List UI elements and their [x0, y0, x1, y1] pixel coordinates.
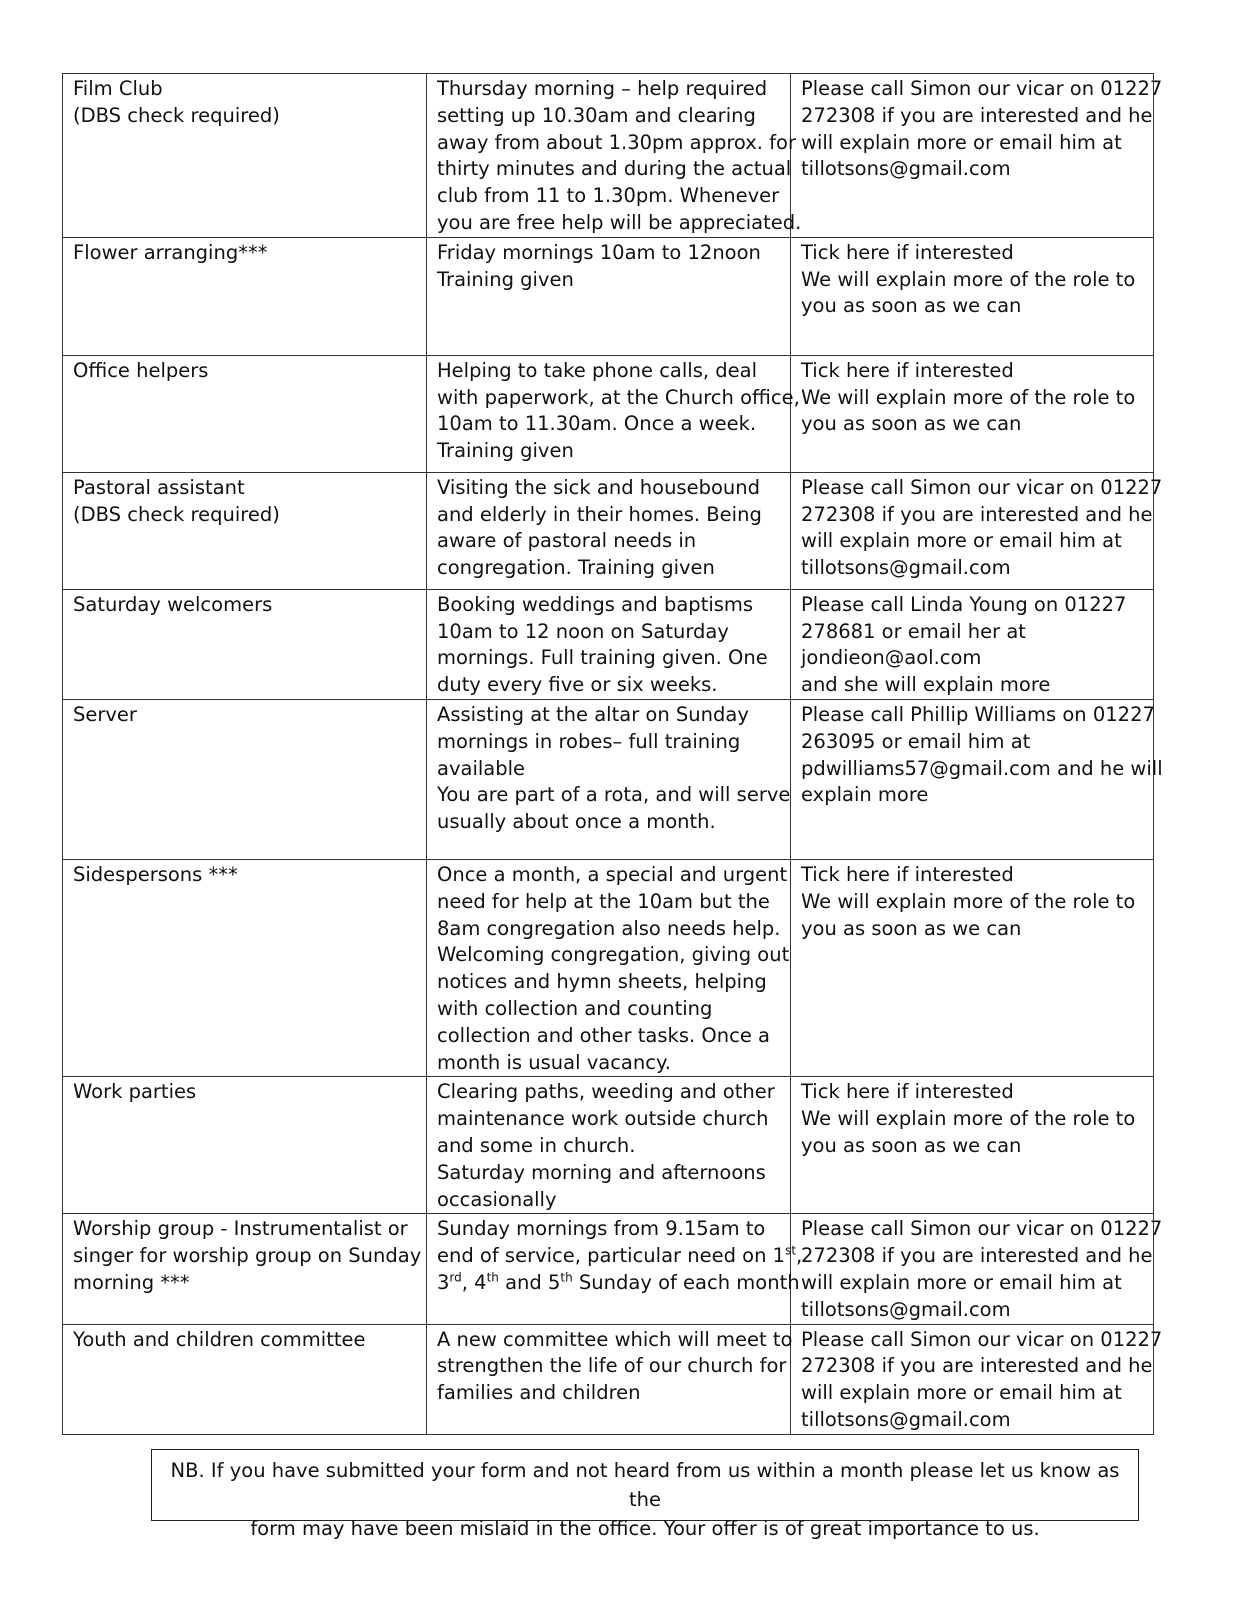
- table-row: [63, 472, 1154, 589]
- schedule-cell: Helping to take phone calls, deal with paperwork, at the Church office, 10am to 11.30am. Once a week. Training given: [427, 355, 791, 472]
- schedule-cell: A new committee which will meet to strengthen the life of our church for families and children: [427, 1324, 791, 1434]
- tick-if-interested[interactable]: Tick here if interested: [801, 358, 1014, 382]
- schedule-cell: Assisting at the altar on Sunday mornings in robes– full training available You are part of a rota, and will serve usually about once a month.: [427, 699, 791, 859]
- contact-cell: Please call Phillip Williams on 01227 263095 or email him at pdwilliams57@gmail.com and he will explain more: [791, 699, 1154, 859]
- role-cell: Flower arranging***: [63, 237, 427, 355]
- role-cell: Server: [63, 699, 427, 859]
- table-row: [63, 859, 1154, 1076]
- tick-if-interested[interactable]: Tick here if interested: [801, 240, 1014, 264]
- table-row: [63, 74, 1154, 238]
- schedule-cell: Thursday morning – help required setting up 10.30am and clearing away from about 1.30pm approx. for thirty minutes and during the actual club from 11 to 1.30pm. Whenever you are free help will be appreciated.: [427, 74, 791, 238]
- table-row: [63, 355, 1154, 472]
- role-cell: Office helpers: [63, 355, 427, 472]
- table-row: [63, 699, 1154, 859]
- role-cell: Youth and children committee: [63, 1324, 427, 1434]
- role-cell: Work parties: [63, 1077, 427, 1214]
- contact-cell: Please call Simon our vicar on 01227 272308 if you are interested and he will explain more or email him at tillotsons@gmail.com: [791, 1324, 1154, 1434]
- table-row: [63, 1214, 1154, 1324]
- tick-if-interested[interactable]: Tick here if interested: [801, 862, 1014, 886]
- contact-cell[interactable]: Tick here if interested We will explain more of the role to you as soon as we can: [791, 237, 1154, 355]
- role-cell: Film Club (DBS check required): [63, 74, 427, 238]
- table-row: [63, 589, 1154, 699]
- nb-note-box: [151, 1449, 1139, 1540]
- schedule-cell: Once a month, a special and urgent need for help at the 10am but the 8am congregation also needs help. Welcoming congregation, giving out notices and hymn sheets, helping with collection and counting collection and other tasks. Once a month is usual vacancy.: [427, 859, 791, 1076]
- schedule-cell: Sunday mornings from 9.15am to end of service, particular need on 1st, 3rd, 4th and 5th Sunday of each month: [427, 1214, 791, 1324]
- table-row: [63, 1077, 1154, 1214]
- contact-cell: Please call Simon our vicar on 01227 272308 if you are interested and he will explain more or email him at tillotsons@gmail.com: [791, 472, 1154, 589]
- tick-if-interested[interactable]: Tick here if interested: [801, 1080, 1014, 1104]
- table-row: [63, 1324, 1154, 1434]
- role-cell: Worship group - Instrumentalist or singer for worship group on Sunday morning ***: [63, 1214, 427, 1324]
- schedule-cell: Booking weddings and baptisms 10am to 12 noon on Saturday mornings. Full training given. One duty every five or six weeks.: [427, 589, 791, 699]
- contact-cell[interactable]: Tick here if interested We will explain more of the role to you as soon as we can: [791, 859, 1154, 1076]
- schedule-cell: Friday mornings 10am to 12noon Training given: [427, 237, 791, 355]
- nb-note-line: form may have been mislaid in the office. Your offer is of great importance to us.: [250, 1517, 1040, 1540]
- table-row: [63, 237, 1154, 355]
- role-cell: Sidespersons ***: [63, 859, 427, 1076]
- nb-note-line: NB. If you have submitted your form and not heard from us within a month please let us know as the: [170, 1459, 1120, 1511]
- contact-cell: Please call Linda Young on 01227 278681 or email her at jondieon@aol.com and she will explain more: [791, 589, 1154, 699]
- contact-cell: Please call Simon our vicar on 01227 272308 if you are interested and he will explain more or email him at tillotsons@gmail.com: [791, 1214, 1154, 1324]
- contact-cell[interactable]: Tick here if interested We will explain more of the role to you as soon as we can: [791, 355, 1154, 472]
- contact-cell: Please call Simon our vicar on 01227 272308 if you are interested and he will explain more or email him at tillotsons@gmail.com: [791, 74, 1154, 238]
- schedule-cell: Visiting the sick and housebound and elderly in their homes. Being aware of pastoral needs in congregation. Training given: [427, 472, 791, 589]
- role-cell: Saturday welcomers: [63, 589, 427, 699]
- volunteer-roles-table: [62, 73, 1163, 1435]
- email-link[interactable]: jondieon@aol.com: [801, 646, 982, 670]
- role-cell: Pastoral assistant (DBS check required): [63, 472, 427, 589]
- contact-cell[interactable]: Tick here if interested We will explain more of the role to you as soon as we can: [791, 1077, 1154, 1214]
- schedule-cell: Clearing paths, weeding and other maintenance work outside church and some in church. Saturday morning and afternoons occasionally: [427, 1077, 791, 1214]
